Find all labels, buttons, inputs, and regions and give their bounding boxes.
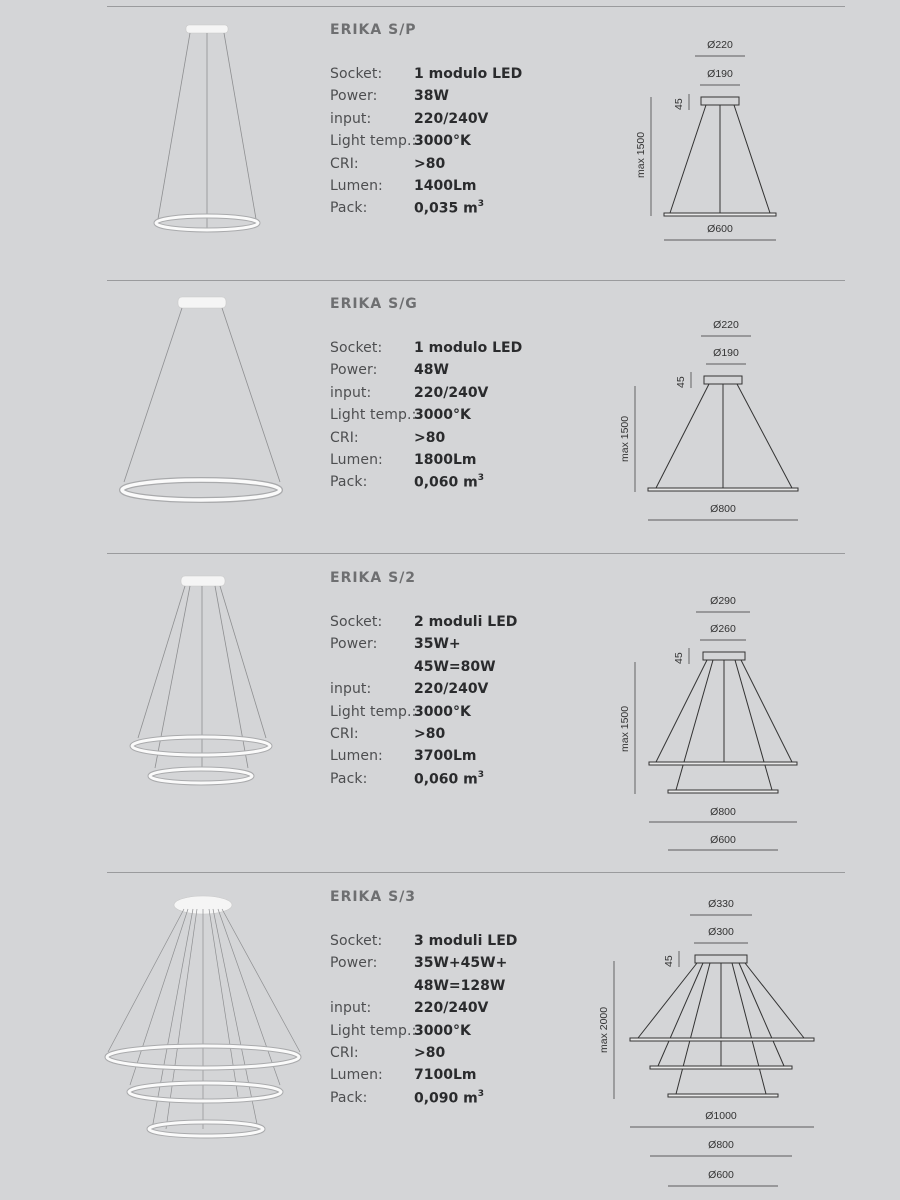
dim-canopy-inner: Ø300 <box>708 926 734 938</box>
top-rule <box>107 6 845 7</box>
spec-label: Light temp.: <box>330 1022 417 1039</box>
spec-value: 0,035 $m^3$ <box>414 199 485 217</box>
spec-value: 48W=128W <box>414 977 506 994</box>
spec-list <box>330 66 580 223</box>
spec-row-input <box>330 681 580 703</box>
spec-label: CRI: <box>330 725 359 742</box>
section-divider <box>107 553 845 554</box>
spec-label: Pack: <box>330 200 368 217</box>
spec-list <box>330 340 580 497</box>
product-title: ERIKA S/3 <box>330 889 417 905</box>
spec-row-cri <box>330 726 580 748</box>
dim-max-height: max 1500 <box>619 415 631 462</box>
spec-row-light-temp <box>330 133 580 155</box>
spec-value: 45W=80W <box>414 658 496 675</box>
spec-value: 220/240V <box>414 681 489 698</box>
spec-row-power <box>330 362 580 384</box>
spec-label: CRI: <box>330 1044 359 1061</box>
spec-row-lumen <box>330 1067 580 1089</box>
spec-value: 1 modulo LED <box>414 66 523 82</box>
technical-drawing <box>580 310 840 525</box>
spec-row-lumen <box>330 452 580 474</box>
spec-row-power <box>330 88 580 110</box>
dim-canopy-outer: Ø330 <box>708 898 734 910</box>
spec-label: Light temp.: <box>330 407 417 424</box>
spec-label: Socket: <box>330 614 383 630</box>
spec-label: Lumen: <box>330 177 383 194</box>
technical-drawing <box>580 891 840 1193</box>
spec-value: 0,090 $m^3$ <box>414 1088 485 1107</box>
spec-list <box>330 614 580 793</box>
dim-canopy-height: 45 <box>675 376 687 388</box>
dim-ring-diameter: Ø800 <box>710 503 736 515</box>
spec-row-pack <box>330 1090 580 1112</box>
spec-list <box>330 933 580 1112</box>
spec-row-socket <box>330 340 580 362</box>
spec-row-light-temp <box>330 704 580 726</box>
spec-label: input: <box>330 110 372 127</box>
technical-drawing <box>580 30 840 245</box>
spec-row-input <box>330 1000 580 1022</box>
dim-max-height: max 2000 <box>598 1006 610 1053</box>
product-erika-s2 <box>0 556 900 870</box>
dim-ring-diameter-2: Ø800 <box>708 1139 734 1151</box>
dim-ring-diameter-2: Ø600 <box>710 834 736 846</box>
spec-row-power-cont <box>330 978 580 1000</box>
product-photo <box>100 887 315 1149</box>
spec-row-lumen <box>330 748 580 770</box>
spec-row-light-temp <box>330 407 580 429</box>
spec-label: Lumen: <box>330 451 383 468</box>
dim-canopy-height: 45 <box>663 955 675 967</box>
spec-row-pack <box>330 200 580 222</box>
spec-value: 220/240V <box>414 1000 489 1017</box>
spec-label: Socket: <box>330 340 383 356</box>
spec-value: >80 <box>414 1044 446 1061</box>
spec-row-pack <box>330 474 580 496</box>
spec-row-socket <box>330 614 580 636</box>
dim-canopy-inner: Ø190 <box>707 68 733 80</box>
section-divider <box>107 872 845 873</box>
spec-value: 35W+45W+ <box>414 955 508 972</box>
spec-row-power <box>330 636 580 658</box>
dim-canopy-height: 45 <box>673 98 685 110</box>
spec-value: >80 <box>414 155 446 172</box>
product-photo <box>100 568 315 798</box>
spec-label: input: <box>330 681 372 698</box>
spec-value: 0,060 $m^3$ <box>414 473 485 491</box>
spec-row-light-temp <box>330 1023 580 1045</box>
spec-value: 2 moduli LED <box>414 614 518 630</box>
product-title: ERIKA S/2 <box>330 570 417 586</box>
spec-value: 3 moduli LED <box>414 933 518 949</box>
spec-label: Pack: <box>330 770 368 787</box>
spec-label: Light temp.: <box>330 133 417 150</box>
spec-label: CRI: <box>330 155 359 172</box>
dim-canopy-height: 45 <box>673 652 685 664</box>
spec-row-socket <box>330 933 580 955</box>
product-photo <box>100 290 315 520</box>
spec-label: Pack: <box>330 474 368 491</box>
spec-row-input <box>330 385 580 407</box>
dim-ring-diameter-3: Ø600 <box>708 1169 734 1181</box>
spec-value: 3000°K <box>414 703 471 720</box>
product-erika-sp <box>0 8 900 280</box>
spec-row-power <box>330 955 580 977</box>
dim-canopy-outer: Ø220 <box>713 319 739 331</box>
section-divider <box>107 280 845 281</box>
spec-label: Pack: <box>330 1089 368 1106</box>
spec-value: 220/240V <box>414 384 489 401</box>
spec-row-power-cont <box>330 659 580 681</box>
dim-canopy-inner: Ø260 <box>710 623 736 635</box>
spec-value: >80 <box>414 429 446 446</box>
spec-label: input: <box>330 384 372 401</box>
spec-label: Power: <box>330 636 378 653</box>
spec-row-lumen <box>330 178 580 200</box>
spec-value: 3000°K <box>414 133 471 150</box>
product-title: ERIKA S/G <box>330 296 418 312</box>
dim-canopy-outer: Ø290 <box>710 595 736 607</box>
spec-value: 38W <box>414 88 449 105</box>
spec-row-input <box>330 111 580 133</box>
spec-value: 1400Lm <box>414 177 477 194</box>
spec-value: 3000°K <box>414 1022 471 1039</box>
spec-label: Socket: <box>330 933 383 949</box>
spec-label: Lumen: <box>330 1067 383 1084</box>
spec-row-socket <box>330 66 580 88</box>
spec-label: Power: <box>330 88 378 105</box>
spec-value: 1800Lm <box>414 451 477 468</box>
dim-ring-diameter-1: Ø1000 <box>705 1110 737 1122</box>
technical-drawing <box>580 586 840 856</box>
spec-row-pack <box>330 771 580 793</box>
spec-row-cri <box>330 1045 580 1067</box>
dim-ring-diameter-1: Ø800 <box>710 806 736 818</box>
spec-value: 48W <box>414 362 449 379</box>
spec-label: Lumen: <box>330 748 383 765</box>
spec-label: Socket: <box>330 66 383 82</box>
dim-max-height: max 1500 <box>635 131 647 178</box>
spec-value: 0,060 $m^3$ <box>414 769 485 788</box>
product-erika-sg <box>0 282 900 552</box>
dim-canopy-inner: Ø190 <box>713 347 739 359</box>
dim-ring-diameter: Ø600 <box>707 223 733 235</box>
spec-value: 3000°K <box>414 407 471 424</box>
spec-value: 7100Lm <box>414 1067 477 1084</box>
spec-row-cri <box>330 430 580 452</box>
spec-label: Power: <box>330 955 378 972</box>
dim-max-height: max 1500 <box>619 705 631 752</box>
spec-label: CRI: <box>330 429 359 446</box>
product-title: ERIKA S/P <box>330 22 417 38</box>
spec-label: Light temp.: <box>330 703 417 720</box>
dim-canopy-outer: Ø220 <box>707 39 733 51</box>
spec-row-cri <box>330 156 580 178</box>
spec-value: 1 modulo LED <box>414 340 523 356</box>
spec-value: 3700Lm <box>414 748 477 765</box>
product-photo <box>100 16 315 256</box>
spec-label: Power: <box>330 362 378 379</box>
spec-label: input: <box>330 1000 372 1017</box>
spec-value: >80 <box>414 725 446 742</box>
spec-value: 35W+ <box>414 636 461 653</box>
product-erika-s3 <box>0 875 900 1200</box>
spec-value: 220/240V <box>414 110 489 127</box>
